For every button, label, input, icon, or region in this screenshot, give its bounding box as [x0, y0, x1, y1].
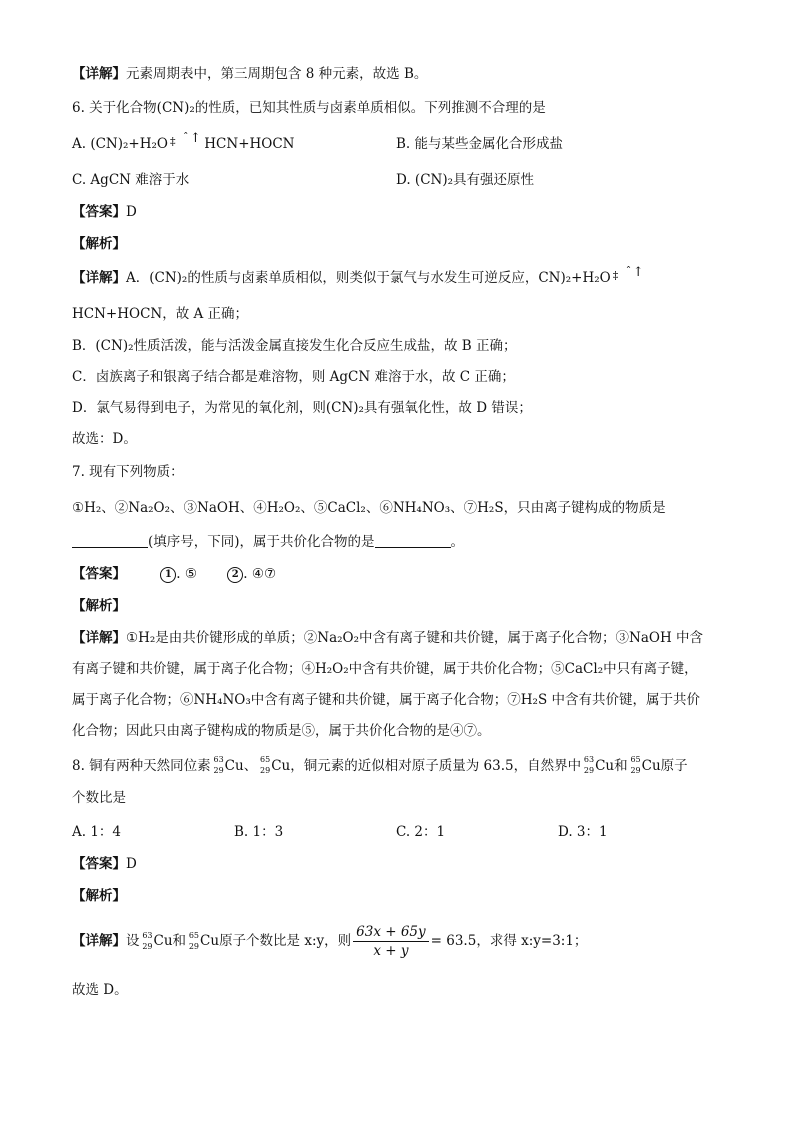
q7-blank-line: [72, 532, 464, 552]
q7-detail-line3: 属于离子化合物；⑥NH₄NO₃中含有离子键和共价键，属于离子化合物；⑦H₂S 中含有共价键，属于共价: [72, 692, 701, 708]
q8-option-a[interactable]: A. 1：4: [72, 824, 122, 840]
detail-label: 【详解】: [72, 933, 126, 949]
q8-separator: 、: [243, 758, 258, 774]
q7-answer-line: [72, 564, 276, 584]
q8-detail-a: 设: [126, 933, 140, 949]
q6-option-a-left: A. (CN)₂+H₂O: [72, 136, 168, 152]
q8-detail-b: 原子个数比是 x:y，则: [219, 933, 352, 949]
q7-analysis-label: 【解析】: [72, 598, 126, 614]
answer-label: 【答案】: [72, 204, 126, 220]
q7-detail-text1: ①H₂是由共价键形成的单质；②Na₂O₂中含有离子键和共价键，属于离子化合物；③NaOH 中含: [126, 630, 704, 646]
q6-option-c[interactable]: C. AgCN 难溶于水: [72, 172, 190, 188]
q6-option-d[interactable]: D. (CN)₂具有强还原性: [396, 172, 535, 188]
cu-symbol: Cu: [200, 933, 220, 949]
cu-symbol: Cu: [641, 758, 661, 774]
detail-label: 【详解】: [72, 630, 126, 646]
q5-detail-text: 元素周期表中，第三周期包含 8 种元素，故选 B。: [126, 66, 428, 82]
q8-stem-line2: 个数比是: [72, 790, 126, 806]
q8-and: 和: [614, 758, 628, 774]
q7-line2-b: 。: [450, 534, 465, 550]
q6-detail-line4: C．卤族离子和银离子结合都是难溶物，则 AgCN 难溶于水，故 C 正确；: [72, 369, 515, 385]
q7-detail-line4: 化合物；因此只由离子键构成的物质是⑤，属于共价化合物的是④⑦。: [72, 723, 491, 739]
q6-option-a[interactable]: [72, 131, 295, 154]
q8-option-d[interactable]: D. 3：1: [558, 824, 608, 840]
cu-symbol: Cu: [224, 758, 244, 774]
answer-number-1: 1: [160, 567, 176, 583]
q8-answer-line: [72, 854, 137, 874]
q7-answer-1: . ⑤: [176, 566, 197, 582]
q6-answer-line: [72, 202, 137, 222]
fraction-expression: [353, 923, 429, 960]
q8-detail-line: [72, 918, 587, 964]
q7-detail-line2: 有离子键和共价键，属于离子化合物；④H₂O₂中含有共价键，属于共价化合物；⑤CaCl₂中只有离子键，: [72, 661, 698, 677]
isotope-prefix-65: 65 29: [260, 755, 271, 775]
q8-stem-a: 8. 铜有两种天然同位素: [72, 758, 211, 774]
q8-analysis-label: 【解析】: [72, 888, 126, 904]
isotope-prefix-63: 63 29: [583, 755, 595, 775]
q5-detail-line: [72, 64, 427, 84]
q6-analysis-label: 【解析】: [72, 236, 126, 252]
q7-answer-2: . ④⑦: [243, 566, 277, 582]
isotope-prefix-63: 63 29: [213, 755, 224, 775]
q6-detail-line2: HCN+HOCN，故 A 正确；: [72, 306, 249, 322]
fraction-numerator: 63x + 65y: [353, 923, 429, 942]
isotope-prefix-63: 63 29: [142, 930, 153, 951]
isotope-prefix-65: 65 29: [188, 930, 200, 951]
detail-label: 【详解】: [72, 270, 126, 286]
q6-detail-line3: B．(CN)₂性质活泼，能与活泼金属直接发生化合反应生成盐，故 B 正确；: [72, 338, 517, 354]
isotope-prefix-65: 65 29: [630, 755, 641, 775]
q8-and: 和: [172, 933, 187, 949]
answer-label: 【答案】: [72, 856, 126, 872]
q8-stem-b: ，铜元素的近似相对原子质量为 63.5，自然界中: [290, 758, 582, 774]
cu-symbol: Cu: [271, 758, 291, 774]
fraction-denominator: x + y: [373, 943, 409, 959]
cu-symbol: Cu: [153, 933, 173, 949]
answer-number-2: 2: [227, 567, 243, 583]
q6-detail-line1: [72, 265, 644, 288]
q8-stem: [72, 756, 688, 776]
q8-stem-c: 原子: [660, 758, 688, 774]
q8-detail-c: = 63.5，求得 x:y=3:1；: [430, 933, 588, 949]
q6-answer: D: [126, 204, 137, 220]
q7-detail-line1: [72, 628, 703, 648]
reversible-arrow-icon: ‡ ˆ ↑: [612, 265, 644, 282]
q6-detail-line6: 故选：D。: [72, 431, 137, 447]
q7-stem: 7. 现有下列物质：: [72, 464, 184, 480]
q6-stem: 6. 关于化合物(CN)₂的性质，已知其性质与卤素单质相似。下列推测不合理的是: [72, 100, 546, 116]
q8-option-b[interactable]: B. 1：3: [234, 824, 284, 840]
cu-symbol: Cu: [595, 758, 615, 774]
q8-answer: D: [126, 856, 137, 872]
q6-option-a-right: HCN+HOCN: [204, 136, 295, 152]
q7-line2-a: (填序号，下同)，属于共价化合物的是: [148, 534, 375, 550]
detail-label: 【详解】: [72, 66, 126, 82]
q6-option-b[interactable]: B. 能与某些金属化合形成盐: [396, 136, 564, 152]
q7-substances: ①H₂、②Na₂O₂、③NaOH、④H₂O₂、⑤CaCl₂、⑥NH₄NO₃、⑦H₂S，只由离子键构成的物质是: [72, 500, 666, 516]
answer-blank-1[interactable]: [72, 533, 148, 548]
answer-blank-2[interactable]: [375, 533, 451, 548]
q8-detail-end: 故选 D。: [72, 982, 128, 998]
q6-detail-line5: D．氯气易得到电子，为常见的氧化剂，则(CN)₂具有强氧化性，故 D 错误；: [72, 400, 532, 416]
answer-label: 【答案】: [72, 566, 126, 582]
q6-detail-text1: A．(CN)₂的性质与卤素单质相似，则类似于氯气与水发生可逆反应，CN)₂+H₂O: [126, 270, 611, 286]
reversible-arrow-icon: ‡ ˆ ↑: [169, 131, 201, 148]
q8-option-c[interactable]: C. 2：1: [396, 824, 446, 840]
